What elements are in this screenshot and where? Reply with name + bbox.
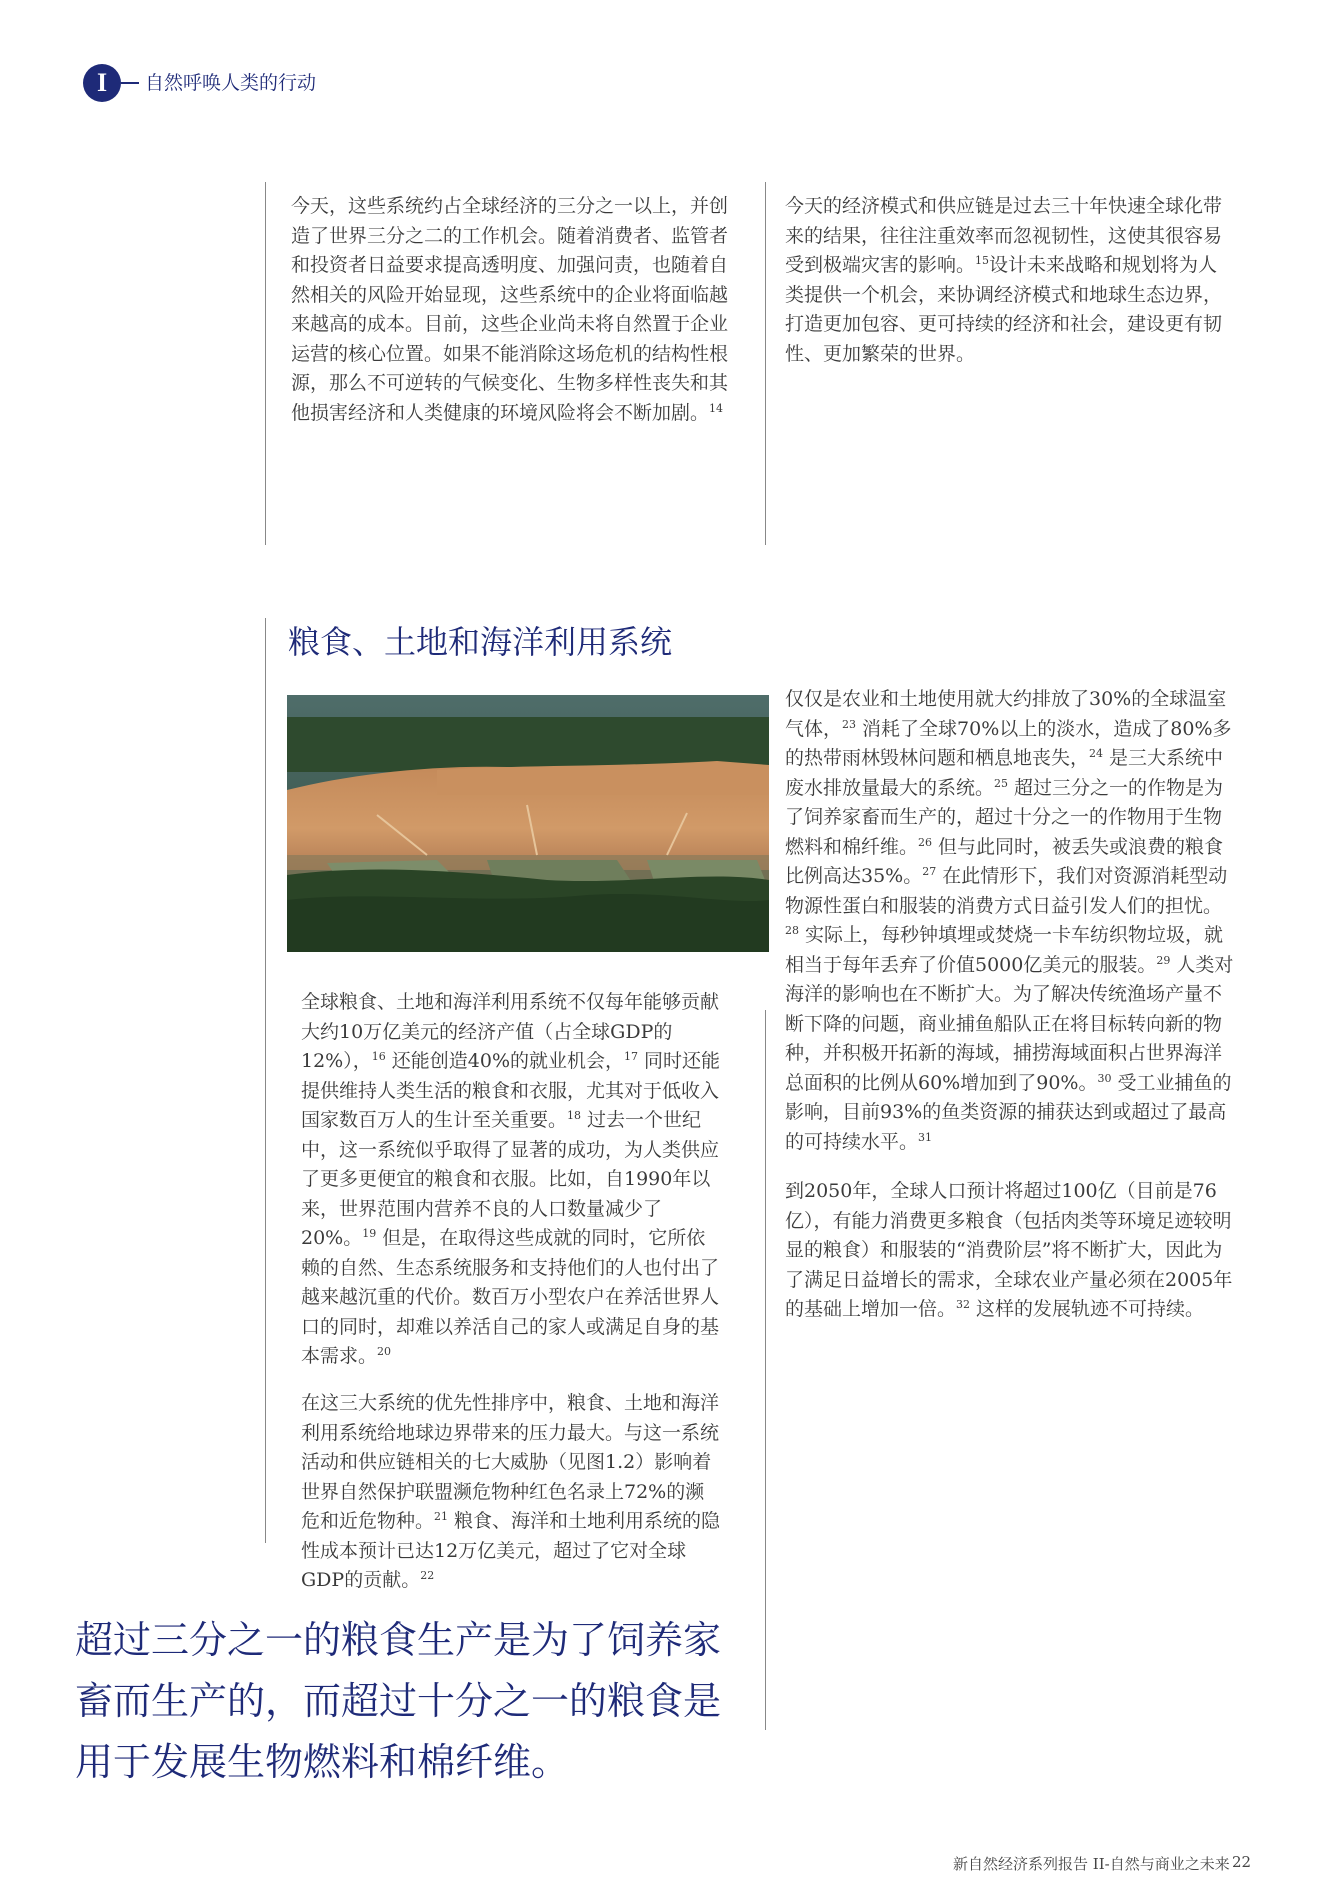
top-right-paragraph: 今天的经济模式和供应链是过去三十年快速全球化带来的结果，往往注重效率而忽视韧性，这使其很容易受到极端灾害的影响。$^{15}$设计未来战略和规划将为人类提供一个机会，来协调经济模式和地球生态边界，打造更加包容、更可持续的经济和社会，建设更有韧性、更加繁荣的世界。 [785, 195, 1223, 365]
pull-quote: 超过三分之一的粮食生产是为了饲养家畜而生产的，而超过十分之一的粮食是用于发展生物燃料和棉纤维。 [75, 1618, 722, 1784]
footer-report-title: 新自然经济系列报告 II-自然与商业之未来 [953, 1855, 1230, 1873]
food-left-paragraph-1: 全球粮食、土地和海洋利用系统不仅每年能够贡献大约10万亿美元的经济产值（占全球GDP的12%），$^{16}$ 还能创造40%的就业机会，$^{17}$ 同时还能提供维持人类生活的粮食和衣服，尤其对于低收入国家数百万人的生计至关重要。$^{18}$ 过去一个世纪中，这一系统似乎取得了显著的成功，为人类供应了更多更便宜的粮食和衣服。比如，自1990年以来，世界范围内营养不良的人口数量减少了20%。$^{19}$ 但是，在取得这些成就的同时，它所依赖的自然、生态系统服务和支持他们的人也付出了越来越沉重的代价。数百万小型农户在养活世界人口的同时，却难以养活自己的家人或满足自身的基本需求。$^{20}$ [301, 991, 721, 1367]
food-right-paragraph-2: 到2050年，全球人口预计将超过100亿（目前是76亿），有能力消费更多粮食（包括肉类等环境足迹较明显的粮食）和服装的“消费阶层”将不断扩大，因此为了满足日益增长的需求，全球农业产量必须在2005年的基础上增加一倍。$^{32}$ 这样的发展轨迹不可持续。 [785, 1180, 1233, 1320]
column-divider-left [265, 182, 266, 545]
top-left-paragraph: 今天，这些系统约占全球经济的三分之一以上，并创造了世界三分之二的工作机会。随着消费者、监管者和投资者日益要求提高透明度、加强问责，也随着自然相关的风险开始显现，这些系统中的企业将面临越来越高的成本。目前，这些企业尚未将自然置于企业运营的核心位置。如果不能消除这场危机的结构性根源，那么不可逆转的气候变化、生物多样性丧失和其他损害经济和人类健康的环境风险将会不断加剧。$^{14}$ [291, 195, 729, 424]
chapter-badge: I [83, 64, 121, 102]
header-rule [121, 82, 139, 84]
food-section-heading: 粮食、土地和海洋利用系统 [288, 623, 673, 661]
food-section-divider [265, 618, 266, 1543]
food-right-paragraph-1: 仅仅是农业和土地使用就大约排放了30%的全球温室气体，$^{23}$ 消耗了全球70%以上的淡水，造成了80%多的热带雨林毁林问题和栖息地丧失，$^{24}$ 是三大系统中废水排放量最大的系统。$^{25}$ 超过三分之一的作物是为了饲养家畜而生产的，超过十分之一的作物用于生物燃料和棉纤维。$^{26}$ 但与此同时，被丢失或浪费的粮食比例高达35%。$^{27}$ 在此情形下，我们对资源消耗型动物源性蛋白和服装的消费方式日益引发人们的担忧。$^{28}$ 实际上，每秒钟填埋或焚烧一卡车纺织物垃圾，就相当于每年丢弃了价值5000亿美元的服装。$^{29}$ 人类对海洋的影响也在不断扩大。为了解决传统渔场产量不断下降的问题，商业捕鱼船队正在将目标转向新的物种，并积极开拓新的海域，捕捞海域面积占世界海洋总面积的比例从60%增加到了90%。$^{30}$ 受工业捕鱼的影响，目前93%的鱼类资源的捕获达到或超过了最高的可持续水平。$^{31}$ [785, 688, 1234, 1153]
food-left-paragraph-2: 在这三大系统的优先性排序中，粮食、土地和海洋利用系统给地球边界带来的压力最大。与这一系统活动和供应链相关的七大威胁（见图1.2）影响着世界自然保护联盟濒危物种红色名录上72%的濒危和近危物种。$^{21}$ 粮食、海洋和土地利用系统的隐性成本预计已达12万亿美元，超过了它对全球GDP的贡献。$^{22}$ [301, 1392, 721, 1591]
deforestation-image [287, 695, 769, 952]
footer-page-number: 22 [1232, 1853, 1252, 1871]
section-title: 自然呼唤人类的行动 [145, 72, 317, 94]
deforestation-photo [287, 695, 769, 952]
column-divider-right [765, 182, 766, 545]
food-column-divider [765, 1010, 766, 1730]
